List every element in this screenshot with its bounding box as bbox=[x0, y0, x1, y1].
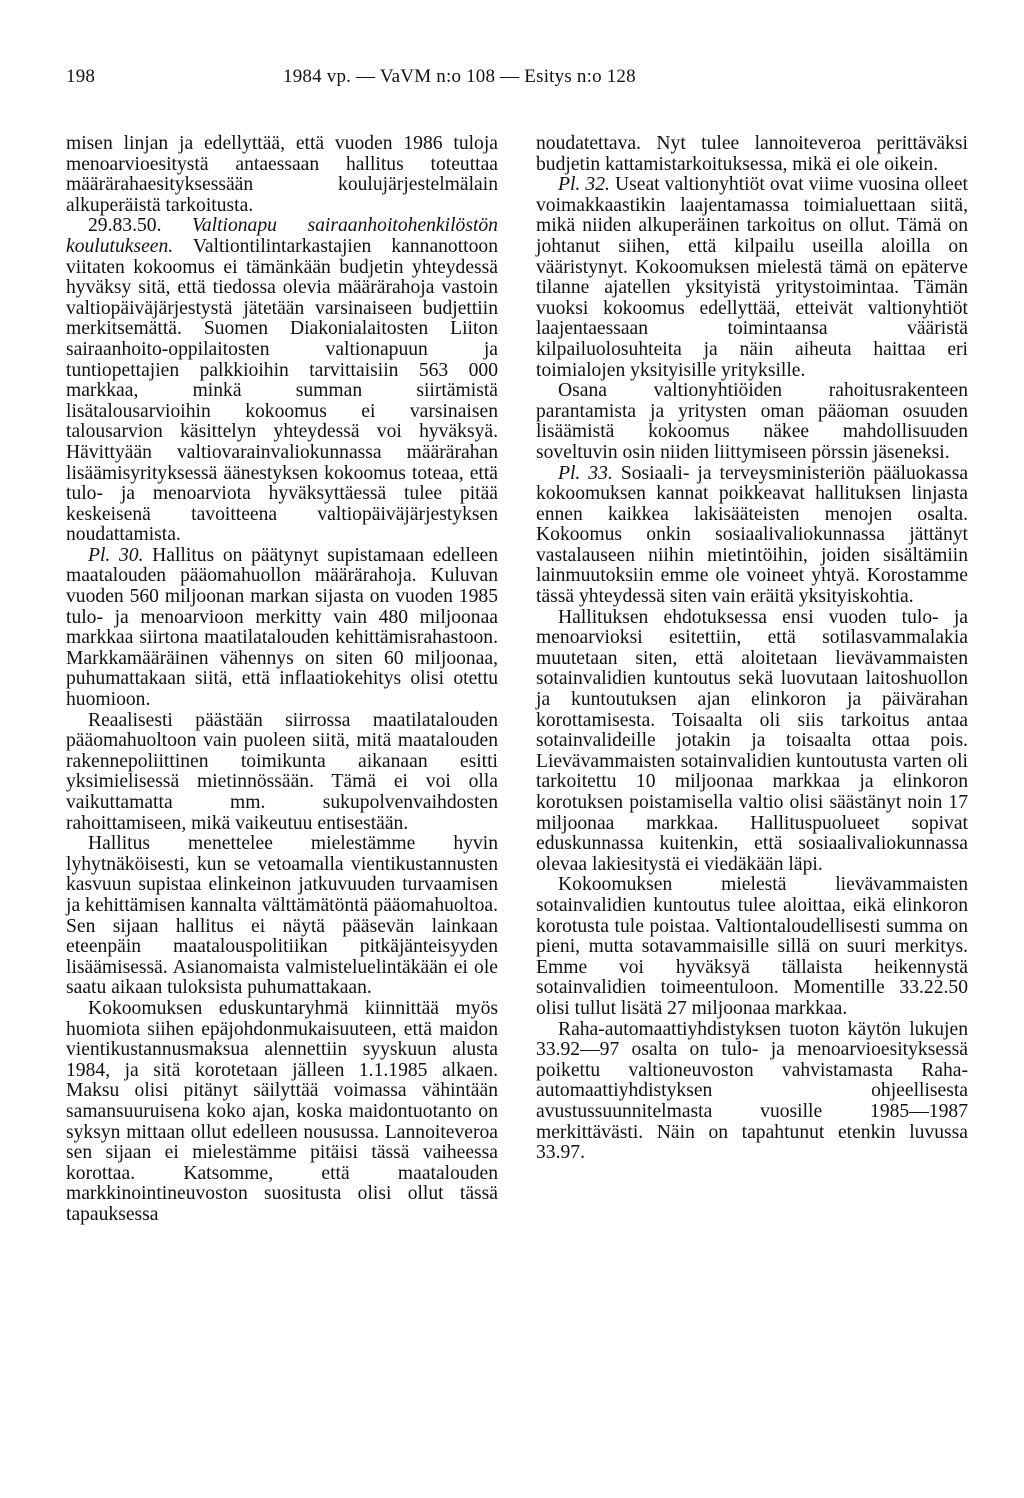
paragraph-item-29-83-50 bbox=[66, 216, 498, 546]
paragraph: Kokoomuksen mielestä lievävammaisten sotainvalidien kuntoutus tulee aloittaa, eikä elinkoron korotusta tule poistaa. Valtiontaloudellisesti summa on pieni, mutta sotavammaisille sillä on suuri merkitys. Emme voi hyväksyä tällaista heikennystä sotainvalidien toimeentuloon. Momentille 33.22.50 olisi tullut lisätä 27 miljoonaa markkaa. bbox=[536, 874, 968, 1019]
paragraph: Hallitus menettelee mielestämme hyvin lyhytnäköisesti, kun se vetoamalla vientikustannusten kasvuun supistaa elinkeinon jatkuvuuden turvaamisen ja kehittämisen kannalta välttämätöntä pääomahuoltoa. Sen sijaan hallitus ei näytä pääsevän lainkaan eteenpäin maatalouspolitiikan pitkäjänteisyyden lisäämisessä. Asianomaista valmisteluelintäkään ei ole saatu aikaan tuloksista puhumattakaan. bbox=[66, 833, 498, 999]
paragraph: Kokoomuksen eduskuntaryhmä kiinnittää myös huomiota siihen epäjohdonmukaisuuteen, että maidon vientikustannusmaksua alennettiin syyskuun alusta 1984, ja sitä korotetaan jälleen 1.1.1985 alkaen. Maksu olisi pitänyt säilyttää voimassa vähintään samansuuruisena koko ajan, koska maidontuotanto on syksyn mittaan ollut edelleen nousussa. Lannoiteveroa sen sijaan ei mielestämme pitäisi tässä vaiheessa korottaa. Katsomme, että maatalouden markkinointineuvoston suositusta olisi ollut tässä tapauksessa bbox=[66, 997, 498, 1225]
section-label: Pl. 32. bbox=[558, 174, 610, 196]
page-number: 198 bbox=[66, 66, 96, 87]
page-header bbox=[66, 66, 958, 96]
section-text: Sosiaali- ja terveysministeriön pääluokassa kokoomuksen kannat poikkeavat hallituksen linjasta ennen kaikkea lakisääteisten menojen osalta. Kokoomus onkin sosiaalivaliokunnassa jättänyt vastalauseen niihin mietintöihin, joiden sisältämiin lainmuutoksiin emme ole voineet yhtyä. Korostamme tässä yhteydessä siten vain eräitä yksityiskohtia. bbox=[536, 462, 969, 608]
paragraph: misen linjan ja edellyttää, että vuoden 1986 tuloja menoarvioesitystä antaessaan hallitus toteuttaa määrärahaesityksessään koulujärjestelmälain alkuperäistä tarkoitusta. bbox=[66, 133, 498, 216]
running-title: 1984 vp. — VaVM n:o 108 — Esitys n:o 128 bbox=[283, 66, 636, 87]
item-number: 29.83.50. bbox=[88, 215, 162, 237]
paragraph: Hallituksen ehdotuksessa ensi vuoden tulo- ja menoarvioksi esitettiin, että sotilasvammalakia muutetaan siten, että aloitetaan lievävammaisten sotainvalidien kuntoutus sekä luovutaan laitoshuollon ja kuntoutuksen ajan elinkoron ja päivärahan korottamisesta. Toisaalta oli siis tarkoitus antaa sotainvalideille jotakin ja toisaalta ottaa pois. Lievävammaisten sotainvalidien kuntoutusta varten oli tarkoitettu 10 miljoonaa markkaa ja elinkoron korotuksen poistamisella valtio olisi säästänyt noin 17 miljoonaa markkaa. Hallituspuolueet sopivat eduskunnassa kuitenkin, että sosiaalivaliokunnassa olevaa lakiesitystä ei viedäkään läpi. bbox=[536, 606, 968, 875]
paragraph: Osana valtionyhtiöiden rahoitusrakenteen parantamista ja yritysten oman pääoman osuuden lisäämistä kokoomus näkee mahdollisuuden soveltuvin osin niiden liittymiseen pörssin jäseneksi. bbox=[536, 380, 968, 463]
section-label: Pl. 30. bbox=[88, 544, 144, 566]
item-title: Valtionapu sairaanhoitohenkilöstön koulutukseen. bbox=[66, 215, 498, 257]
section-text: Hallitus on päätynyt supistamaan edelleen maatalouden pääomahuollon määrärahoja. Kuluvan vuoden 560 miljoonan markan sijasta on vuoden 1985 tulo- ja menoarvioon merkitty vain 480 miljoonaa markkaa siirtona maatilatalouden kehittämisrahastoon. Markkamääräinen vähennys on siten 60 miljoonaa, puhumattakaan siitä, että inflaatiokehitys olisi otettu huomioon. bbox=[66, 544, 499, 711]
left-column bbox=[66, 134, 498, 1225]
section-text: Useat valtionyhtiöt ovat viime vuosina olleet voimakkaastikin laajentamassa toimialuettaan siitä, mikä niiden alkuperäinen tarkoitus on ollut. Tämä on johtanut siihen, että kilpailu useilla aloilla on vääristynyt. Kokoomuksen mielestä tämä on epäterve tilanne ajatellen yksityistä yritystoimintaa. Tämän vuoksi kokoomus edellyttää, etteivät valtionyhtiöt laajentaessaan toimintaansa vääristä kilpailuolosuhteita ja näin aiheuta haittaa eri toimialojen yksityisille yrityksille. bbox=[536, 174, 968, 381]
paragraph-pl-32 bbox=[536, 175, 968, 381]
paragraph: Reaalisesti päästään siirrossa maatilatalouden pääomahuoltoon vain puoleen siitä, mitä maatalouden rakennepoliittinen toimikunta aikanaan esitti yksimielisessä mietinnössään. Tämä ei voi olla vaikuttamatta mm. sukupolvenvaihdosten rahoittamiseen, mikä vaikeutuu entisestään. bbox=[66, 709, 498, 834]
paragraph: noudatettava. Nyt tulee lannoiteveroa perittäväksi budjetin kattamistarkoituksessa, mikä ei ole oikein. bbox=[536, 133, 968, 175]
paragraph-pl-30 bbox=[66, 546, 498, 711]
right-column bbox=[536, 134, 968, 1164]
paragraph-pl-33 bbox=[536, 464, 968, 608]
paragraph: Raha-automaattiyhdistyksen tuoton käytön lukujen 33.92—97 osalta on tulo- ja menoarvioesityksessä poikettu valtioneuvoston vahvistamasta Raha-automaattiyhdistyksen ohjeellisesta avustussuunnitelmasta vuosille 1985—1987 merkittävästi. Näin on tapahtunut etenkin luvussa 33.97. bbox=[536, 1018, 968, 1164]
item-text: Valtiontilintarkastajien kannanottoon viitaten kokoomus ei tämänkään budjetin yhteydessä hyväksy sitä, että tiedossa olevia määrärahoja vastoin valtiopäiväjärjestystä jätetään varsinaiseen budjettiin merkitsemättä. Suomen Diakonialaitosten Liiton sairaanhoito-oppilaitosten valtionapuun ja tuntiopettajien palkkioihin tarvittaisiin 563 000 markkaa, minkä summan siirtämistä lisätalousarvioihin kokoomus ei varsinaisen talousarvion käsittelyn yhteydessä voi hyväksyä. Hävittyään valtiovarainvaliokunnassa määrärahan lisäämisyrityksessä äänestyksen kokoomus toteaa, että tulo- ja menoarviota hyväksyttäessä tulee pitää keskeisenä tavoitteena valtiopäiväjärjestyksen noudattamista. bbox=[66, 235, 499, 546]
section-label: Pl. 33. bbox=[558, 462, 613, 484]
